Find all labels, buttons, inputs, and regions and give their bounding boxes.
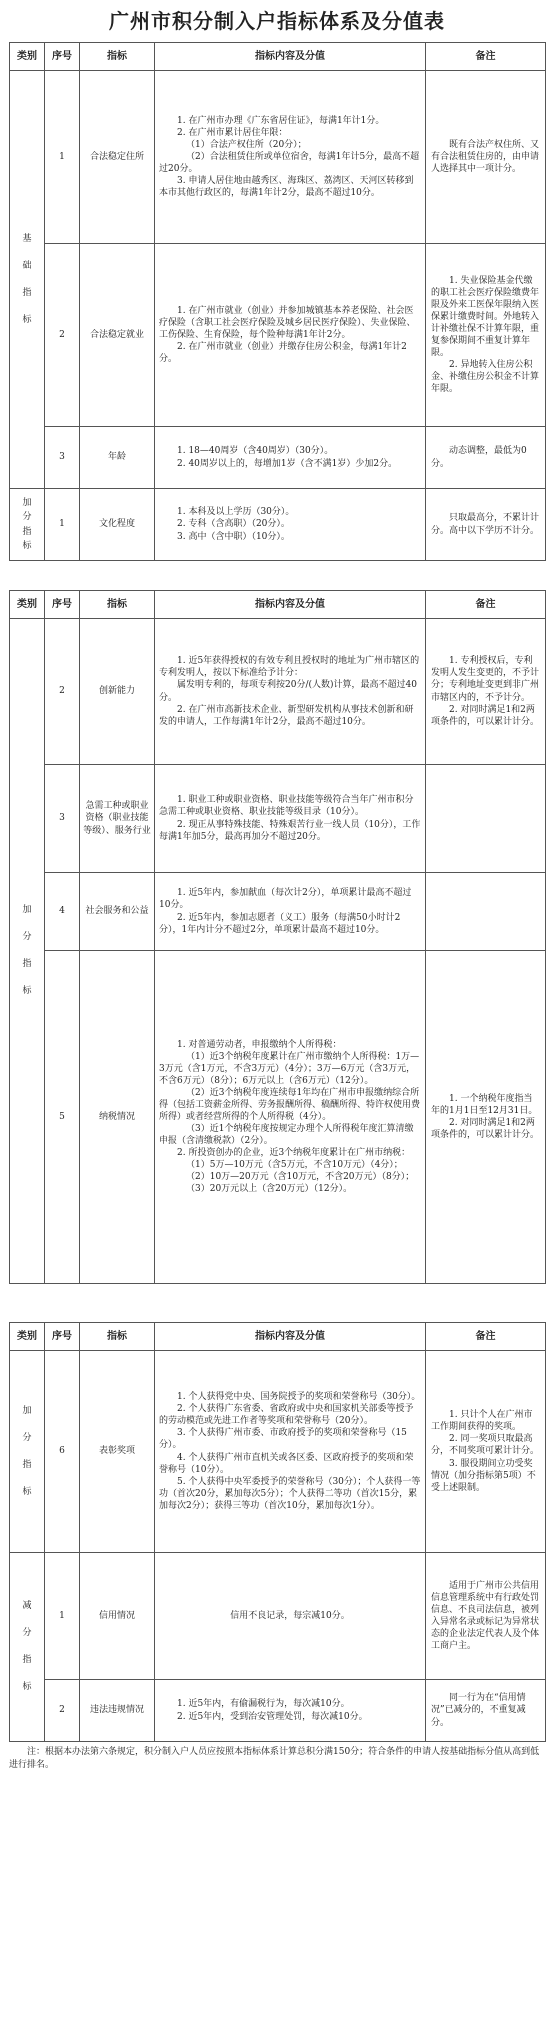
note-cell — [426, 951, 546, 1284]
table-row — [10, 427, 546, 489]
header-category: 类别 — [10, 43, 45, 71]
content-cell — [155, 1680, 426, 1742]
table-row — [10, 244, 546, 427]
indicator-cell: 纳税情况 — [80, 951, 155, 1284]
content-line: （3）近1个纳税年度按规定办理个人所得税年度汇算清缴申报（含清缴税款）（2分）。 — [159, 1124, 414, 1147]
content-line: 2. 近5年内，参加志愿者（义工）服务（每满50小时计2分），1年内计分不超过2分，单项累计最高不超过10分。 — [159, 912, 401, 935]
indicator-cell: 违法违规情况 — [80, 1680, 155, 1742]
content-cell — [155, 244, 426, 427]
content-line: 2. 在广州市高新技术企业、新型研发机构从事技术创新和研发的申请人，工作每满1年计2分，最高不超过10分。 — [159, 704, 414, 727]
content-line: 1. 对普通劳动者，申报缴纳个人所得税： — [177, 1039, 342, 1050]
table-bonus-indicators — [9, 590, 546, 1284]
content-cell — [155, 1351, 426, 1553]
header-category: 类别 — [10, 1323, 45, 1351]
note-cell — [426, 1351, 546, 1553]
seq-cell: 2 — [45, 1680, 80, 1742]
category-label: 加分指标 — [22, 497, 32, 551]
content-line: （1）5万—10万元（含5万元，不含10万元）（4分）； — [186, 1160, 403, 1171]
note-cell — [426, 244, 546, 427]
content-line: 1. 职业工种或职业资格、职业技能等级符合当年广州市积分急需工种或职业资格、职业技能等级目录（10分）。 — [159, 795, 414, 818]
footnote: 注：根据本办法第六条规定，积分制入户人员应按照本指标体系计算总积分满150分；符合条件的申请人按基础指标分值从高到低进行排名。 — [9, 1747, 540, 1770]
indicator-cell: 合法稳定住所 — [80, 71, 155, 244]
note-cell — [426, 873, 546, 951]
table-row — [10, 1680, 546, 1742]
indicator-cell: 急需工种或职业资格（职业技能等级）、服务行业 — [80, 765, 155, 873]
note-line: 2. 同一奖项只取最高分，不同奖项可累计计分。 — [431, 1434, 540, 1457]
content-line: （1）合法产权住所（20分）； — [186, 139, 307, 150]
category-cell — [10, 71, 45, 489]
content-line: （1）近3个纳税年度累计在广州市缴纳个人所得税：1万—3万元（含1万元，不含3万元）（4分）；3万—6万元（含3万元，不含6万元）（8分）；6万元以上（含6万元）（12分）。 — [159, 1051, 420, 1086]
note-line: 既有合法产权住所、又有合法租赁住房的，由申请人选择其中一项计分。 — [431, 139, 540, 175]
content-line: 1. 在广州市就业（创业）并参加城镇基本养老保险、社会医疗保险（含职工社会医疗保险及城乡居民医疗保险）、失业保险、工伤保险、生育保险，每个险种每满1年计2分。 — [159, 305, 416, 340]
table-header — [10, 43, 546, 71]
content-line: 信用不良记录，每宗减10分。 — [230, 1610, 350, 1621]
note-cell — [426, 71, 546, 244]
note-line: 动态调整，最低为0分。 — [431, 446, 527, 469]
header-indicator: 指标 — [80, 591, 155, 619]
header-content: 指标内容及分值 — [155, 1323, 426, 1351]
content-line: 1. 在广州市办理《广东省居住证》，每满1年计1分。 — [177, 115, 385, 126]
table-row — [10, 1351, 546, 1553]
category-cell — [10, 1553, 45, 1742]
header-seq: 序号 — [45, 591, 80, 619]
note-line: 3. 服役期间立功受奖情况（加分指标第5项）不受上述限制。 — [431, 1458, 536, 1493]
note-cell — [426, 489, 546, 561]
indicator-cell: 表彰奖项 — [80, 1351, 155, 1553]
category-label: 基础指标 — [22, 233, 32, 325]
content-line: 2. 专科（含高职）（20分）。 — [177, 519, 290, 530]
note-cell — [426, 427, 546, 489]
content-line: 1. 18—40周岁（含40周岁）（30分）。 — [177, 446, 334, 457]
content-line: 5. 个人获得中央军委授予的荣誉称号（30分）；个人获得一等功（首次20分，累加每次5分）；个人获得二等功（首次15分，累加每次2分）；获得三等功（首次10分，累加每次1分）。 — [159, 1476, 421, 1511]
content-line: 1. 近5年内，有偷漏税行为，每次减10分。 — [177, 1699, 350, 1710]
note-line: 2. 异地转入住房公积金、补缴住房公积金不计算年限。 — [431, 360, 540, 395]
content-line: 2. 现正从事特殊技能、特殊艰苦行业一线人员（10分），工作每满1年加5分，最高再加分不超过20分。 — [159, 819, 421, 842]
table-header — [10, 591, 546, 619]
table-row — [10, 951, 546, 1284]
note-cell — [426, 1553, 546, 1680]
content-line: 3. 申请人居住地由越秀区、海珠区、荔湾区、天河区转移到本市其他行政区的，每满1年计2分，最高不超过10分。 — [159, 176, 414, 199]
content-line: 2. 近5年内，受到治安管理处罚，每次减10分。 — [177, 1711, 368, 1722]
content-line: 1. 近5年内，参加献血（每次计2分），单项累计最高不超过10分。 — [159, 888, 412, 911]
content-line: 2. 在广州市就业（创业）并缴存住房公积金，每满1年计2分。 — [159, 342, 407, 365]
content-line: 2. 在广州市累计居住年限： — [177, 127, 288, 138]
header-content: 指标内容及分值 — [155, 43, 426, 71]
note-line: 适用于广州市公共信用信息管理系统中有行政处罚信息、不良司法信息，被列入异常名录或标记为异常状态的企业法定代表人及个体工商户主。 — [431, 1580, 540, 1652]
content-line: 3. 高中（含中职）（10分）。 — [177, 531, 290, 542]
content-line: 3. 个人获得广州市委、市政府授予的奖项和荣誉称号（15分）。 — [159, 1428, 407, 1451]
seq-cell: 3 — [45, 427, 80, 489]
table-row — [10, 619, 546, 765]
note-line: 1. 失业保险基金代缴的职工社会医疗保险缴费年限及外来工医保年限纳入医保累计缴费时间。外地转入计补缴社保不计算年限，重复参保期间不重复计算年限。 — [431, 275, 540, 359]
category-cell — [10, 1351, 45, 1553]
content-line: 属发明专利的，每项专利按20分/(人数)计算，最高不超过40分。 — [159, 680, 417, 703]
category-cell — [10, 489, 45, 561]
table-row — [10, 489, 546, 561]
seq-cell: 5 — [45, 951, 80, 1284]
spacer — [0, 561, 554, 590]
table-row — [10, 1553, 546, 1680]
seq-cell: 4 — [45, 873, 80, 951]
table-row — [10, 765, 546, 873]
spacer — [0, 1284, 554, 1322]
seq-cell: 2 — [45, 619, 80, 765]
indicator-cell: 年龄 — [80, 427, 155, 489]
content-line: （2）合法租赁住所或单位宿舍，每满1年计5分，最高不超过20分。 — [159, 151, 420, 175]
content-cell — [155, 873, 426, 951]
category-label: 减分指标 — [22, 1601, 32, 1692]
content-line: 2. 40周岁以上的，每增加1岁（含不满1岁）少加2分。 — [177, 458, 398, 469]
content-line: 4. 个人获得广州市直机关或各区委、区政府授予的奖项和荣誉称号（10分）。 — [159, 1452, 414, 1475]
note-line: 2. 对同时满足1和2两项条件的，可以累计计分。 — [431, 704, 540, 727]
content-line: （2）10万—20万元（含10万元，不含20万元）（8分）； — [186, 1172, 415, 1183]
indicator-cell: 信用情况 — [80, 1553, 155, 1680]
content-cell — [155, 71, 426, 244]
content-line: （3）20万元以上（含20万元）（12分）。 — [186, 1184, 353, 1195]
header-note: 备注 — [426, 591, 546, 619]
note-line: 同一行为在“信用情况”已减分的，不重复减分。 — [431, 1693, 526, 1728]
content-line: 2. 所投资创办的企业，近3个纳税年度累计在广州市纳税： — [177, 1148, 411, 1159]
note-line: 只取最高分，不累计计分。高中以下学历不计分。 — [431, 513, 540, 536]
table-basic-indicators — [9, 42, 546, 561]
seq-cell: 2 — [45, 244, 80, 427]
note-cell — [426, 765, 546, 873]
header-category: 类别 — [10, 591, 45, 619]
note-line: 1. 专利授权后，专利发明人发生变更的，不予计分；专利地址变更到非广州市辖区内的，不予计分。 — [431, 656, 540, 703]
header-note: 备注 — [426, 43, 546, 71]
category-label: 加分指标 — [22, 905, 32, 996]
content-cell — [155, 951, 426, 1284]
content-cell — [155, 427, 426, 489]
indicator-cell: 创新能力 — [80, 619, 155, 765]
seq-cell: 1 — [45, 1553, 80, 1680]
seq-cell: 1 — [45, 489, 80, 561]
content-cell — [155, 765, 426, 873]
note-line: 1. 一个纳税年度指当年的1月1日至12月31日。 — [431, 1093, 538, 1116]
content-line: 1. 近5年获得授权的有效专利且授权时的地址为广州市辖区的专利发明人，按以下标准给予计分： — [159, 656, 420, 679]
content-line: 2. 个人获得广东省委、省政府或中央和国家机关部委等授予的劳动模范或先进工作者等奖项和荣誉称号（20分）。 — [159, 1404, 414, 1427]
content-line: 1. 本科及以上学历（30分）。 — [177, 507, 295, 518]
header-note: 备注 — [426, 1323, 546, 1351]
header-indicator: 指标 — [80, 43, 155, 71]
content-cell — [155, 489, 426, 561]
note-cell — [426, 619, 546, 765]
header-indicator: 指标 — [80, 1323, 155, 1351]
category-label: 加分指标 — [22, 1405, 32, 1497]
indicator-cell: 社会服务和公益 — [80, 873, 155, 951]
category-cell — [10, 619, 45, 1284]
note-cell — [426, 1680, 546, 1742]
note-line: 2. 对同时满足1和2两项条件的，可以累计计分。 — [431, 1118, 540, 1141]
content-cell — [155, 1553, 426, 1680]
seq-cell: 3 — [45, 765, 80, 873]
note-line: 1. 只计个人在广州市工作期间获得的奖项。 — [431, 1410, 533, 1433]
table-row — [10, 71, 546, 244]
header-seq: 序号 — [45, 43, 80, 71]
seq-cell: 6 — [45, 1351, 80, 1553]
content-line: 1. 个人获得党中央、国务院授予的奖项和荣誉称号（30分）。 — [177, 1392, 421, 1403]
indicator-cell: 文化程度 — [80, 489, 155, 561]
header-content: 指标内容及分值 — [155, 591, 426, 619]
indicator-cell: 合法稳定就业 — [80, 244, 155, 427]
seq-cell: 1 — [45, 71, 80, 244]
table-bonus-minus-indicators — [9, 1322, 546, 1742]
table-header — [10, 1323, 546, 1351]
table-row — [10, 873, 546, 951]
content-cell — [155, 619, 426, 765]
content-line: （2）近3个纳税年度连续每1年均在广州市申报缴纳综合所得（包括工资薪金所得、劳务报酬所得、稿酬所得、特许权使用费所得）或者经营所得的个人所得税（4分）。 — [159, 1087, 421, 1122]
header-seq: 序号 — [45, 1323, 80, 1351]
page-title: 广州市积分制入户指标体系及分值表 — [109, 9, 445, 33]
